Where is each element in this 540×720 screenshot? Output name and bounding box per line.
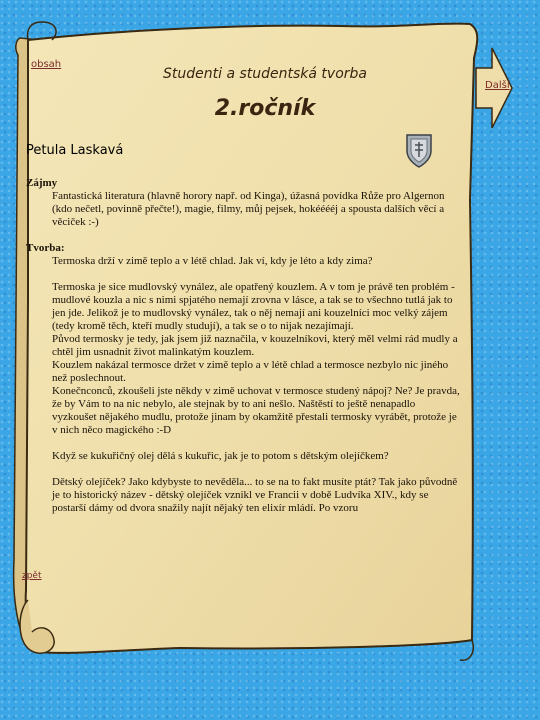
works-label: Tvorba: — [26, 242, 65, 254]
next-link[interactable]: Další — [485, 80, 510, 91]
house-crest-icon — [403, 131, 435, 169]
student-name: Petula Laskavá — [26, 143, 124, 158]
profile-content — [26, 177, 460, 515]
grade-heading: 2.ročník — [214, 96, 316, 121]
works-paragraph: Původ termosky je tedy, jak jsem již naznačila, v kouzelníkovi, který měl velmi rád mudly a chtěl jim usnadnit život malinkatým kouzlem. — [52, 333, 458, 358]
works-paragraph: Kouzlem nakázal termosce držet v zimě teplo a v létě chlad a termosce nezbylo nic jiného než poslechnout. — [52, 359, 449, 384]
works-question-2: Když se kukuřičný olej dělá s kukuřic, jak je to potom s dětským olejíčkem? — [52, 450, 389, 462]
works-question-1: Termoska drží v zimě teplo a v létě chlad. Jak ví, kdy je léto a kdy zima? — [52, 255, 373, 267]
interests-label: Zájmy — [26, 177, 58, 189]
interests-text: Fantastická literatura (hlavně horory např. od Kinga), úžasná povídka Růže pro Algernon (kdo nečetl, povinně přečte!), magie, filmy, můj pejsek, hokééééj a spousta dalších věcí a věciček :-) — [52, 190, 445, 228]
works-paragraph: Termoska je sice mudlovský vynález, ale opatřený kouzlem. A v tom je právě ten problém - mudlové kouzla a nic s nimi spjatého nemají zrovna v lásce, a tak se to všechno tutlá jak to jen jde. Jelikož je to mudlovský vynález, tak o něj nemají ani kouzelníci moc velký zájem (tedy kromě těch, kteří mudly studují), a tak se o to nijak nezajímají. — [52, 281, 455, 332]
page-title: Studenti a studentská tvorba — [163, 66, 367, 82]
works-answer-2: Dětský olejíček? Jako kdybyste to nevěděla... to se na to fakt musíte ptát? Tak jako původně je to historický název - dětský olejíček vznikl ve Francii v době Ludvíka XIV., kdy se postarší dámy od dvora snažily najít nějaký ten elixír mládí. Po vzoru — [52, 476, 458, 514]
works-paragraph: Konečnconců, zkoušeli jste někdy v zimě uchovat v termosce studený nápoj? Ne? Je pravda, že by Vám to na nic nebylo, ale stejnak by to ani nešlo. Naštěstí to ještě nenapadlo vyzkoušet nějakého mudlu, protože jinam by okamžitě přestali termosky vyrábět, protože je v nich něco magického :-D — [52, 385, 460, 436]
back-link[interactable]: zpět — [22, 571, 42, 581]
contents-link[interactable]: obsah — [31, 59, 62, 70]
